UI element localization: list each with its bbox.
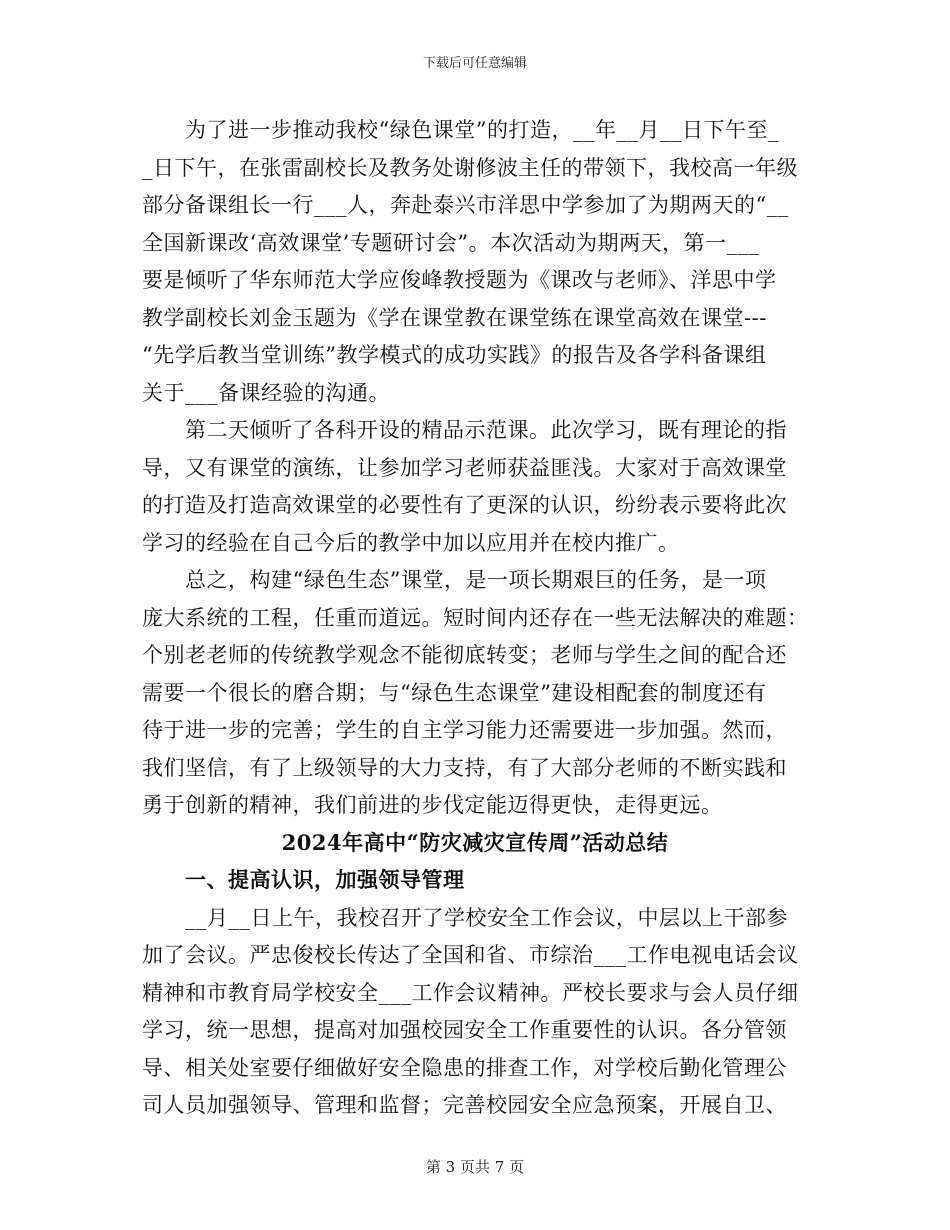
text-line: 导、相关处室要仔细做好安全隐患的排查工作，对学校后勤化管理公 [142, 1056, 787, 1080]
text-line: 要是倾听了华东师范大学应俊峰教授题为《课改与老师》、洋思中学 [142, 268, 777, 292]
section-title: 2024年高中“防灾减灾宣传周”活动总结 [281, 830, 669, 855]
text-line: __月__日上午，我校召开了学校安全工作会议，中层以上干部参 [142, 906, 788, 930]
text-line: 我们坚信，有了上级领导的大力支持，有了大部分老师的不断实践和 [142, 756, 787, 780]
text-line: _日下午，在张雷副校长及教务处谢修波主任的带领下，我校高一年级 [142, 156, 798, 180]
text-line: 的打造及打造高效课堂的必要性有了更深的认识，纷纷表示要将此次 [142, 493, 787, 517]
text-line: 待于进一步的完善；学生的自主学习能力还需要进一步加强。然而， [142, 718, 787, 742]
page-header: 下载后可任意编辑 [422, 56, 527, 71]
text-line: 关于___备课经验的沟通。 [142, 381, 390, 405]
text-line: 司人员加强领导、管理和监督；完善校园安全应急预案，开展自卫、 [142, 1093, 787, 1117]
text-line: 精神和市教育局学校安全___工作会议精神。严校长要求与会人员仔细 [142, 981, 799, 1005]
text-line: 个别老老师的传统教学观念不能彻底转变；老师与学生之间的配合还 [142, 643, 787, 667]
text-line: 全国新课改‘高效课堂’专题研讨会”。本次活动为期两天，第一___ [142, 231, 760, 255]
text-line: 导，又有课堂的演练，让参加学习老师获益匪浅。大家对于高效课堂 [142, 456, 787, 480]
text-line: 第二天倾听了各科开设的精品示范课。此次学习，既有理论的指 [142, 418, 787, 442]
text-line: 教学副校长刘金玉题为《学在课堂教在课堂练在课堂高效在课堂--- [142, 306, 767, 330]
text-line: 勇于创新的精神，我们前进的步伐定能迈得更快，走得更远。 [142, 793, 723, 817]
text-line: 庞大系统的工程，任重而道远。短时间内还存在一些无法解决的难题： [142, 606, 809, 630]
text-line: 总之，构建“绿色生态”课堂，是一项长期艰巨的任务，是一项 [142, 568, 767, 592]
text-line: 部分备课组长一行___人，奔赴泰兴市洋思中学参加了为期两天的“__ [142, 193, 789, 217]
text-line: 学习，统一思想，提高对加强校园安全工作重要性的认识。各分管领 [142, 1018, 787, 1042]
text-line: 为了进一步推动我校“绿色课堂”的打造，__年__月__日下午至_ [142, 118, 779, 142]
text-line: 加了会议。严忠俊校长传达了全国和省、市综治___工作电视电话会议 [142, 943, 799, 967]
section-heading: 一、提高认识，加强领导管理 [142, 867, 465, 892]
page-footer: 第 3 页共 7 页 [425, 1158, 525, 1176]
text-line: “先学后教当堂训练”教学模式的成功实践》的报告及各学科备课组 [142, 343, 767, 367]
text-line: 学习的经验在自己今后的教学中加以应用并在校内推广。 [142, 531, 680, 555]
text-line: 需要一个很长的磨合期；与“绿色生态课堂”建设相配套的制度还有 [142, 681, 767, 705]
